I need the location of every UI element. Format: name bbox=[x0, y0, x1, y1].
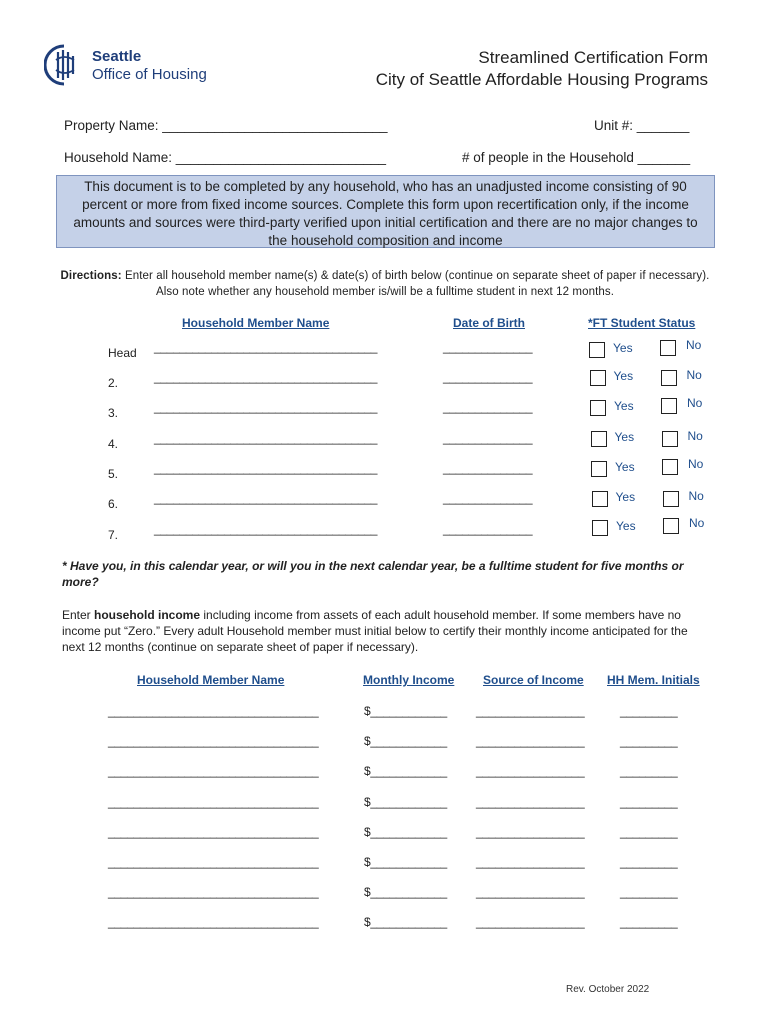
income-member-name-input[interactable]: _________________________________ bbox=[108, 885, 319, 900]
member-row-label: 5. bbox=[108, 467, 119, 481]
ft-no-checkbox[interactable] bbox=[662, 459, 678, 475]
dob-header: Date of Birth bbox=[453, 316, 525, 330]
member-dob-input[interactable]: ______________ bbox=[443, 400, 533, 414]
source-income-input[interactable]: _________________ bbox=[476, 734, 585, 749]
student-question: * Have you, in this calendar year, or will you in the next calendar year, be a fulltime student for five months or more? bbox=[62, 559, 684, 589]
ft-no-checkbox[interactable] bbox=[663, 491, 679, 507]
source-income-input[interactable]: _________________ bbox=[476, 704, 585, 718]
member-name-input[interactable]: ___________________________________ bbox=[154, 461, 378, 475]
source-income-input[interactable]: _________________ bbox=[476, 915, 585, 930]
ft-yes-label: Yes bbox=[616, 519, 636, 533]
ft-no-checkbox[interactable] bbox=[661, 370, 677, 386]
income-member-name-input[interactable]: _________________________________ bbox=[108, 734, 319, 749]
member-name-input[interactable]: ___________________________________ bbox=[154, 370, 378, 384]
ft-yes-checkbox[interactable] bbox=[591, 461, 607, 477]
member-name-input[interactable]: ___________________________________ bbox=[154, 400, 378, 414]
instr-post: including income from assets of each adult household member. If some members have no income put “Zero.” Every adult Household member must initial below to certify their monthly income anticipated for the next 12 months (continue on separate sheet of paper if necessary). bbox=[62, 608, 688, 654]
directions-body: Enter all household member name(s) & date(s) of birth below (continue on separate sheet of paper if necessary). Also note whether any household member is/will be a fulltime student in next 12 months. bbox=[121, 270, 710, 298]
monthly-income-input[interactable]: $____________ bbox=[364, 915, 447, 930]
member-dob-input[interactable]: ______________ bbox=[443, 491, 533, 505]
member-dob-input[interactable]: ______________ bbox=[443, 461, 533, 475]
instr-bold: household income bbox=[94, 608, 201, 622]
income-member-name-input[interactable]: _________________________________ bbox=[108, 794, 319, 809]
member-row-label: Head bbox=[108, 346, 137, 360]
income-member-name-input[interactable]: _________________________________ bbox=[108, 704, 319, 718]
income-instructions bbox=[62, 607, 712, 655]
ft-no-label: No bbox=[688, 489, 704, 503]
instr-pre: Enter bbox=[62, 608, 95, 622]
ft-no-label: No bbox=[689, 516, 705, 530]
member-dob-input[interactable]: ______________ bbox=[443, 340, 533, 354]
ft-yes-checkbox[interactable] bbox=[590, 370, 606, 386]
people-count-field[interactable]: # of people in the Household _______ bbox=[462, 150, 691, 165]
monthly-income-input[interactable]: $____________ bbox=[364, 764, 447, 779]
ft-no-label: No bbox=[687, 429, 703, 443]
ft-yes-label: Yes bbox=[613, 341, 633, 355]
initials-input[interactable]: _________ bbox=[620, 915, 678, 930]
ft-no-checkbox[interactable] bbox=[661, 398, 677, 414]
monthly-income-input[interactable]: $____________ bbox=[364, 734, 447, 749]
revision-date: Rev. October 2022 bbox=[566, 984, 650, 995]
initials-header: HH Mem. Initials bbox=[607, 673, 700, 687]
initials-input[interactable]: _________ bbox=[620, 885, 678, 900]
member-name-input[interactable]: ___________________________________ bbox=[154, 522, 378, 536]
monthly-income-input[interactable]: $____________ bbox=[364, 704, 447, 718]
ft-no-checkbox[interactable] bbox=[660, 340, 676, 356]
ft-yes-label: Yes bbox=[613, 369, 634, 383]
ft-no-label: No bbox=[686, 368, 702, 382]
income-member-name-input[interactable]: _________________________________ bbox=[108, 824, 319, 839]
source-income-input[interactable]: _________________ bbox=[476, 794, 585, 809]
ft-yes-checkbox[interactable] bbox=[589, 342, 605, 358]
notice-box: This document is to be completed by any household, who has an unadjusted income consisting of 90 percent or more from fixed income sources. Complete this form upon recertification only, if the income amounts and sources were third-party verified upon initial certification and there are no major changes to the household composition and income bbox=[56, 175, 715, 248]
household-name-field[interactable]: Household Name: ____________________________ bbox=[64, 150, 387, 165]
income-member-name-input[interactable]: _________________________________ bbox=[108, 915, 319, 930]
member-name-input[interactable]: ___________________________________ bbox=[154, 340, 378, 354]
ft-yes-checkbox[interactable] bbox=[592, 520, 608, 536]
monthly-income-input[interactable]: $____________ bbox=[364, 855, 447, 869]
ft-no-label: No bbox=[686, 338, 702, 352]
ft-yes-label: Yes bbox=[615, 460, 635, 474]
seattle-logo-icon bbox=[44, 44, 84, 86]
source-income-input[interactable]: _________________ bbox=[476, 885, 585, 900]
income-member-name-header: Household Member Name bbox=[137, 673, 285, 687]
initials-input[interactable]: _________ bbox=[620, 704, 678, 718]
unit-number-field[interactable]: Unit #: _______ bbox=[594, 118, 690, 133]
ft-yes-label: Yes bbox=[615, 490, 636, 504]
source-income-header: Source of Income bbox=[483, 673, 584, 687]
initials-input[interactable]: _________ bbox=[620, 764, 678, 779]
ft-yes-checkbox[interactable] bbox=[592, 491, 608, 507]
initials-input[interactable]: _________ bbox=[620, 734, 678, 749]
directions-label: Directions: bbox=[60, 270, 122, 282]
member-dob-input[interactable]: ______________ bbox=[443, 431, 533, 445]
ft-yes-checkbox[interactable] bbox=[590, 400, 606, 416]
member-row-label: 4. bbox=[108, 437, 119, 451]
member-name-input[interactable]: ___________________________________ bbox=[154, 491, 378, 505]
member-row-label: 7. bbox=[108, 528, 119, 542]
form-title: Streamlined Certification Form bbox=[478, 48, 708, 67]
ft-yes-label: Yes bbox=[614, 430, 635, 444]
monthly-income-input[interactable]: $____________ bbox=[364, 885, 447, 900]
initials-input[interactable]: _________ bbox=[620, 855, 678, 869]
form-subtitle: City of Seattle Affordable Housing Programs bbox=[375, 70, 708, 89]
member-name-header: Household Member Name bbox=[182, 316, 330, 330]
logo-text-office: Office of Housing bbox=[92, 66, 207, 83]
directions-text bbox=[60, 268, 710, 300]
member-dob-input[interactable]: ______________ bbox=[443, 522, 533, 536]
ft-no-checkbox[interactable] bbox=[662, 431, 678, 447]
member-dob-input[interactable]: ______________ bbox=[443, 370, 533, 384]
initials-input[interactable]: _________ bbox=[620, 824, 678, 839]
ft-no-checkbox[interactable] bbox=[663, 518, 679, 534]
source-income-input[interactable]: _________________ bbox=[476, 824, 585, 839]
member-row-label: 2. bbox=[108, 376, 119, 390]
source-income-input[interactable]: _________________ bbox=[476, 764, 585, 779]
member-name-input[interactable]: ___________________________________ bbox=[154, 431, 378, 445]
property-name-field[interactable]: Property Name: ______________________________ bbox=[64, 118, 388, 133]
logo-text-seattle: Seattle bbox=[92, 48, 142, 65]
ft-no-label: No bbox=[688, 457, 704, 471]
monthly-income-header: Monthly Income bbox=[363, 673, 455, 687]
income-member-name-input[interactable]: _________________________________ bbox=[108, 764, 319, 779]
ft-yes-checkbox[interactable] bbox=[591, 431, 607, 447]
source-income-input[interactable]: _________________ bbox=[476, 855, 585, 869]
member-row-label: 3. bbox=[108, 406, 119, 420]
income-member-name-input[interactable]: _________________________________ bbox=[108, 855, 319, 869]
monthly-income-input[interactable]: $____________ bbox=[364, 824, 447, 839]
member-row-label: 6. bbox=[108, 497, 119, 511]
ft-no-label: No bbox=[687, 396, 703, 410]
ft-yes-label: Yes bbox=[614, 399, 634, 413]
ft-status-header: *FT Student Status bbox=[588, 316, 696, 330]
initials-input[interactable]: _________ bbox=[620, 794, 678, 809]
monthly-income-input[interactable]: $____________ bbox=[364, 794, 447, 809]
